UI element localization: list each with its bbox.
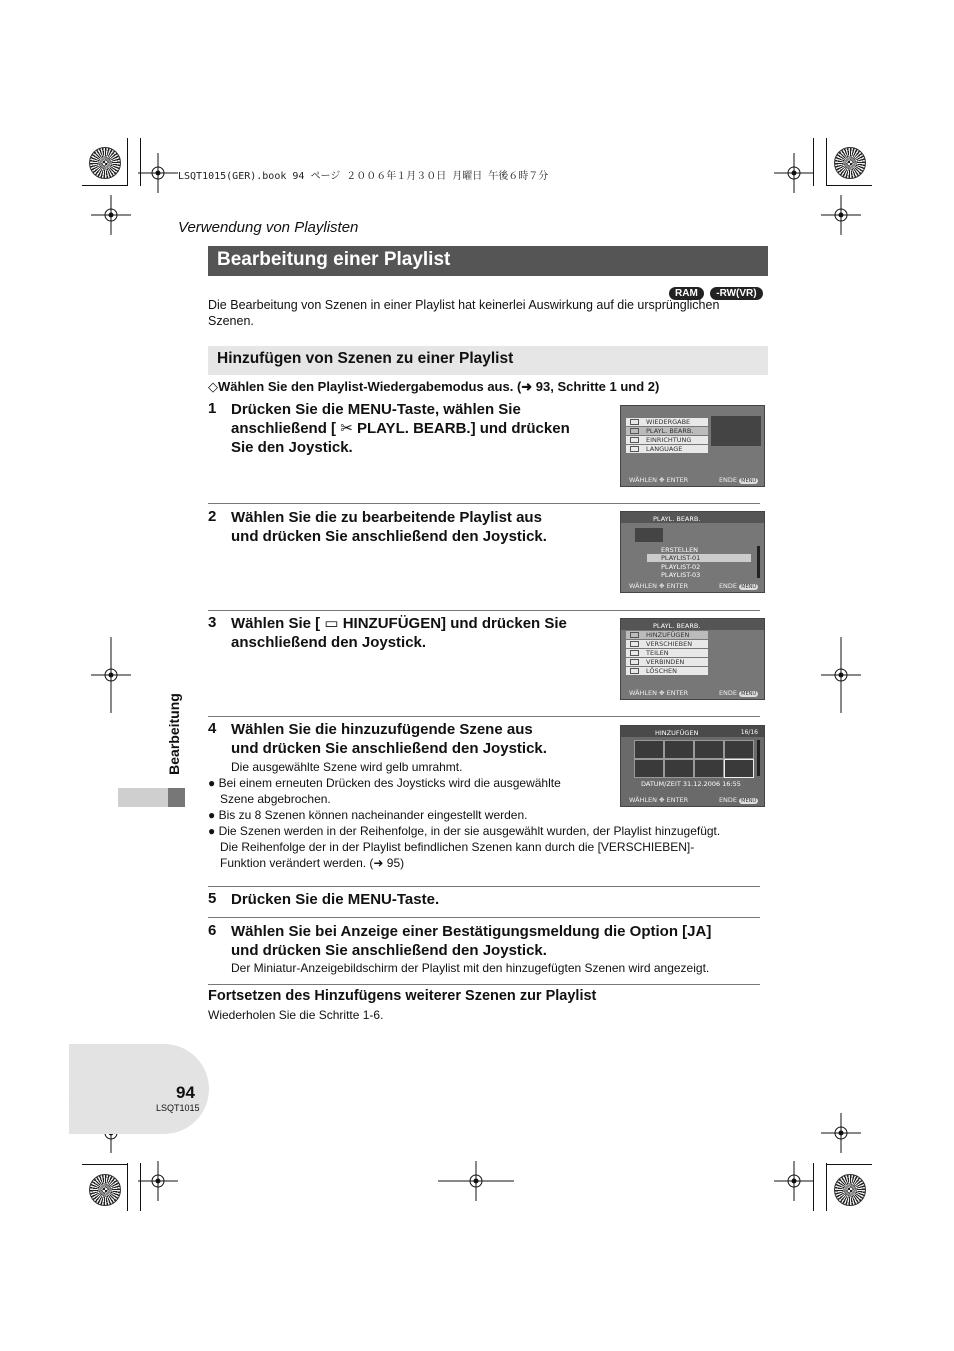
crop-mark (813, 1163, 814, 1211)
bullet-text: Bei einem erneuten Drücken des Joysticks wird die ausgewählte (218, 776, 561, 790)
step-line: anschließend den Joystick. (231, 634, 427, 651)
scrollbar (757, 546, 760, 578)
footer-mid: ENTER (666, 476, 689, 484)
bullet-text: Bis zu 8 Szenen können nacheinander eingestellt werden. (218, 808, 528, 822)
menu-pill: MENU (741, 691, 756, 697)
screen-header-label: PLAYL. BEARB. (653, 622, 701, 630)
step-number: 3 (208, 614, 217, 631)
screen-footer: WÄHLEN ✥ ENTER ENDE MENU (629, 796, 756, 804)
menu-item-label: VERBINDEN (646, 658, 685, 666)
prerequisite (208, 379, 659, 395)
bullet-item (208, 823, 768, 871)
scene-thumbnail (664, 759, 694, 778)
screen-menu (620, 405, 765, 487)
continue-heading: Fortsetzen des Hinzufügens weiterer Szenen zur Playlist (208, 988, 597, 1004)
screen-add-scenes (620, 725, 765, 807)
bullet-line: ● Bei einem erneuten Drücken des Joysticks wird die ausgewählte (208, 776, 561, 790)
step-5-text: Drücken Sie die MENU-Taste. (231, 891, 440, 908)
scissors-icon: ✂ (336, 420, 357, 437)
footer-right: ENDE (718, 476, 738, 484)
footer-right: ENDE (718, 796, 738, 804)
add-icon (630, 632, 639, 638)
badge-ram: RAM (669, 287, 704, 300)
menu-item-label: LÖSCHEN (646, 667, 678, 675)
step-line: Sie den Joystick. (231, 439, 353, 456)
datetime-value: 31.12.2006 16:55 (682, 780, 741, 788)
menu-item (626, 418, 708, 426)
crop-mark (127, 1163, 128, 1211)
language-icon (630, 446, 639, 452)
step-line (231, 419, 611, 438)
screen-footer: WÄHLEN ✥ ENTER ENDE MENU (629, 689, 756, 697)
scene-thumbnail-selected (724, 759, 754, 778)
screen-edit-menu (620, 618, 765, 700)
step-4-note: Die ausgewählte Szene wird gelb umrahmt. (231, 760, 463, 774)
page-number: 94 (176, 1083, 195, 1102)
footer-left: WÄHLEN (629, 796, 657, 804)
bullet-text: Die Reihenfolge der in der Playlist befindlichen Szenen kann durch die [VERSCHIEBEN]- (220, 840, 695, 854)
divider (208, 917, 760, 918)
divider (208, 503, 760, 504)
datetime-label: DATUM/ZEIT (641, 780, 681, 788)
print-header: LSQT1015(GER).book 94 ページ ２００６年１月３０日 月曜日 午後６時７分 (178, 171, 549, 182)
side-tab-label: Bearbeitung (166, 693, 182, 775)
screen-header-label: PLAYL. BEARB. (653, 515, 701, 523)
diamond-icon: ◇ (208, 379, 218, 394)
preview-thumbnail (711, 416, 761, 446)
step-line: und drücken Sie anschließend den Joystick. (231, 942, 547, 959)
crop-mark (826, 185, 872, 186)
menu-item-label: LANGUAGE (646, 445, 683, 453)
trash-icon (630, 668, 639, 674)
step-1-text (231, 400, 611, 457)
menu-item (626, 427, 708, 435)
scene-thumbnail (694, 759, 724, 778)
page-title: Bearbeitung einer Playlist (208, 246, 768, 276)
step-6-text (231, 922, 771, 960)
screen-footer: WÄHLEN ✥ ENTER ENDE MENU (629, 476, 756, 484)
menu-item-label: HINZUFÜGEN (646, 631, 690, 639)
crop-mark (82, 185, 128, 186)
preview-thumbnail (635, 528, 663, 542)
step-line: und drücken Sie anschließend den Joystick. (231, 740, 547, 757)
menu-item (626, 445, 708, 453)
step-6-note: Der Miniatur-Anzeigebildschirm der Playlist mit den hinzugefügten Szenen wird angezeigt. (231, 961, 710, 975)
step-line: und drücken Sie anschließend den Joystick. (231, 528, 547, 545)
divider (208, 610, 760, 611)
step-text-part: HINZUFÜGEN] und drücken Sie (342, 615, 567, 632)
screen-header-label: HINZUFÜGEN (655, 729, 699, 737)
registration-rosette-icon (89, 1174, 121, 1206)
step-text-part: anschließend [ (231, 420, 337, 437)
step-text-part: PLAYL. BEARB.] und drücken (356, 420, 570, 437)
crop-mark (82, 1164, 128, 1165)
intro-text: Die Bearbeitung von Szenen in einer Playlist hat keinerlei Auswirkung auf die ursprünglichen Szenen. (208, 298, 720, 328)
scene-thumbnail (634, 759, 664, 778)
crop-mark (140, 138, 141, 186)
play-icon (630, 419, 639, 425)
step-text-part: Wählen Sie [ (231, 615, 321, 632)
menu-item (626, 436, 708, 444)
scene-counter: 16/16 (740, 729, 758, 736)
footer-mid: ENTER (666, 689, 689, 697)
menu-item-label: WIEDERGABE (646, 418, 691, 426)
side-tab-label-wrap (166, 690, 182, 780)
step-4-text (231, 720, 611, 758)
datetime-row (641, 780, 741, 788)
list-item: ERSTELLEN (661, 546, 699, 554)
menu-item (626, 667, 708, 675)
menu-item-label: PLAYL. BEARB. (646, 427, 694, 435)
prerequisite-text: Wählen Sie den Playlist-Wiedergabemodus aus. (➜ 93, Schritte 1 und 2) (218, 379, 660, 394)
scrollbar (757, 740, 760, 776)
step-line: Wählen Sie die hinzuzufügende Szene aus (231, 721, 533, 738)
crop-mark (826, 1164, 872, 1165)
side-tab-marker (168, 788, 185, 807)
scene-thumbnail (664, 740, 694, 759)
step-line (231, 614, 611, 633)
step-number: 1 (208, 400, 217, 417)
move-icon (630, 641, 639, 647)
menu-item (626, 640, 708, 648)
footer-right: ENDE (718, 689, 738, 697)
list-item: PLAYLIST-03 (661, 571, 701, 579)
bullet-item (208, 807, 768, 823)
menu-item-label: EINRICHTUNG (646, 436, 692, 444)
crop-mark (826, 1163, 827, 1211)
split-icon (630, 650, 639, 656)
crop-mark (826, 138, 827, 186)
bullet-text: Die Szenen werden in der Reihenfolge, in der sie ausgewählt wurden, der Playlist hinzugefügt. (218, 824, 721, 838)
step-line: Wählen Sie die zu bearbeitende Playlist aus (231, 509, 542, 526)
section-label: Verwendung von Playlisten (178, 219, 359, 236)
screen-playlist-select (620, 511, 765, 593)
footer-right: ENDE (718, 582, 738, 590)
scene-thumbnail (694, 740, 724, 759)
menu-item (626, 649, 708, 657)
footer-left: WÄHLEN (629, 582, 657, 590)
screen-footer: WÄHLEN ✥ ENTER ENDE MENU (629, 582, 756, 590)
crop-mark (140, 1163, 141, 1211)
bullet-text: Szene abgebrochen. (220, 792, 331, 806)
step-number: 5 (208, 890, 217, 907)
footer-left: WÄHLEN (629, 476, 657, 484)
step-line: Drücken Sie die MENU-Taste, wählen Sie (231, 401, 521, 418)
menu-item (626, 658, 708, 666)
continue-text: Wiederholen Sie die Schritte 1-6. (208, 1008, 384, 1022)
scissors-icon (630, 428, 639, 434)
registration-rosette-icon (89, 147, 121, 179)
footer-left: WÄHLEN (629, 689, 657, 697)
bullet-item (208, 775, 608, 807)
combine-icon (630, 659, 639, 665)
scene-thumbnail (724, 740, 754, 759)
menu-item (626, 631, 708, 639)
divider (208, 984, 760, 985)
step-number: 2 (208, 508, 217, 525)
page-code: LSQT1015 (156, 1103, 200, 1113)
step-2-text (231, 508, 611, 546)
list-item: PLAYLIST-02 (661, 563, 701, 571)
divider (208, 886, 760, 887)
menu-pill: MENU (741, 798, 756, 804)
badge-rw-vr: -RW(VR) (710, 287, 762, 300)
scene-thumbnail (634, 740, 664, 759)
add-scene-icon: ▭ (320, 615, 343, 632)
bullet-line: ● Die Szenen werden in der Reihenfolge, in der sie ausgewählt wurden, der Playlist hinzugefügt. (208, 824, 721, 838)
menu-pill: MENU (741, 478, 756, 484)
bullet-line: ● Bis zu 8 Szenen können nacheinander eingestellt werden. (208, 808, 528, 822)
setup-icon (630, 437, 639, 443)
step-number: 4 (208, 720, 217, 737)
divider (208, 716, 760, 717)
footer-mid: ENTER (666, 796, 689, 804)
step-line: Wählen Sie bei Anzeige einer Bestätigungsmeldung die Option [JA] (231, 923, 712, 940)
menu-item-label: VERSCHIEBEN (646, 640, 693, 648)
bullet-text: Funktion verändert werden. (➜ 95) (220, 856, 405, 870)
registration-rosette-icon (834, 147, 866, 179)
step-number: 6 (208, 922, 217, 939)
menu-pill: MENU (741, 584, 756, 590)
crop-mark (127, 138, 128, 186)
step-3-text (231, 614, 611, 652)
list-item: PLAYLIST-01 (661, 554, 701, 562)
crop-mark (813, 138, 814, 186)
subsection-title: Hinzufügen von Szenen zu einer Playlist (208, 346, 768, 375)
registration-rosette-icon (834, 1174, 866, 1206)
menu-item-label: TEILEN (646, 649, 669, 657)
footer-mid: ENTER (666, 582, 689, 590)
